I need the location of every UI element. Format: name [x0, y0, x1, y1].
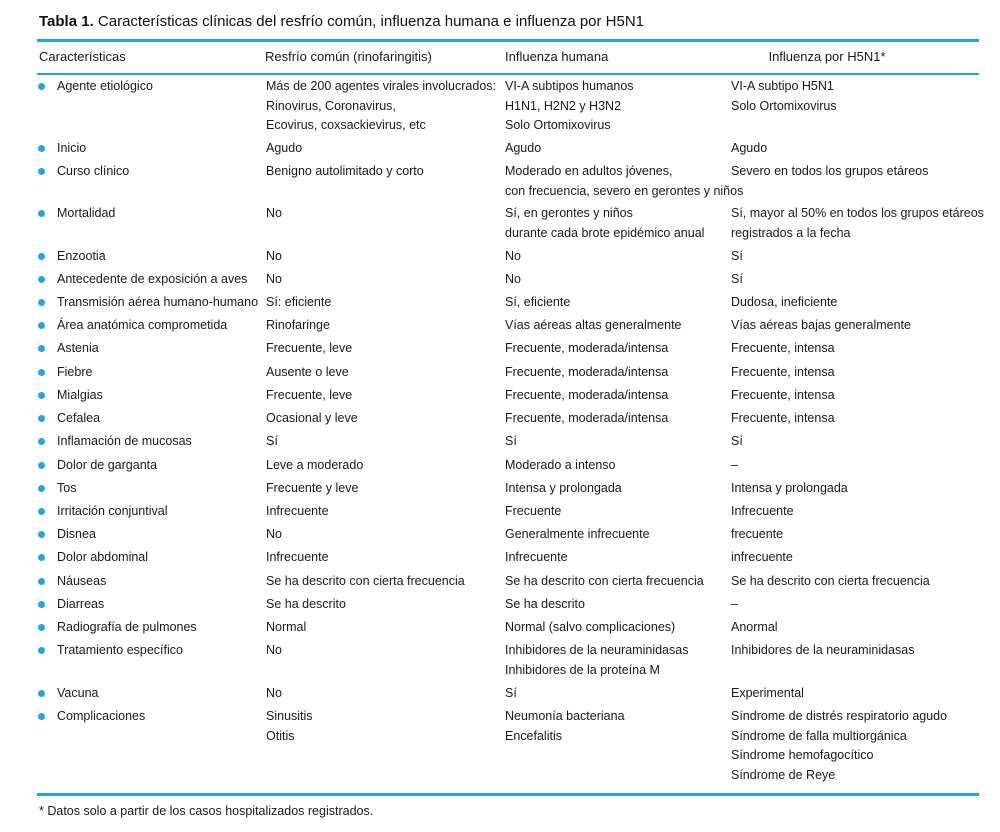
cell-resfrio-comun: No [266, 206, 282, 220]
cell-influenza-h5n1: Frecuente, intensa [731, 388, 835, 402]
bullet-icon [38, 415, 45, 422]
cell-influenza-h5n1: frecuente [731, 527, 784, 541]
cell-resfrio-comun: Se ha descrito [266, 597, 346, 611]
cell-influenza-humana: Sí [505, 434, 517, 448]
cell-influenza-humana: Neumonía bacteriana Encefalitis [505, 709, 625, 743]
cell-resfrio-comun: Agudo [266, 141, 303, 155]
cell-influenza-h5n1: Severo en todos los grupos etáreos [731, 164, 929, 178]
row-caracteristica: Tos [57, 481, 77, 495]
cell-influenza-h5n1: Sí [731, 434, 743, 448]
row-caracteristica: Diarreas [57, 597, 105, 611]
cell-influenza-humana: Se ha descrito [505, 597, 585, 611]
row-caracteristica: Cefalea [57, 411, 101, 425]
cell-resfrio-comun: No [266, 527, 282, 541]
cell-resfrio-comun: Frecuente, leve [266, 341, 353, 355]
row-caracteristica: Agente etiológico [57, 79, 153, 93]
bullet-icon [38, 485, 45, 492]
cell-influenza-humana: Moderado en adultos jóvenes, con frecuencia, severo en gerontes y niños [505, 164, 744, 198]
cell-influenza-h5n1: VI-A subtipo H5N1 Solo Ortomixovirus [731, 79, 837, 113]
row-caracteristica: Náuseas [57, 574, 107, 588]
row-caracteristica: Transmisión aérea humano-humano [57, 295, 259, 309]
bottom-rule [37, 793, 979, 796]
bullet-icon [38, 554, 45, 561]
row-caracteristica: Irritación conjuntival [57, 504, 168, 518]
cell-influenza-humana: VI-A subtipos humanos H1N1, H2N2 y H3N2 Solo Ortomixovirus [505, 79, 634, 132]
cell-influenza-humana: Moderado a intenso [505, 458, 616, 472]
header-caracteristicas: Características [39, 49, 126, 64]
cell-influenza-humana: Sí, eficiente [505, 295, 571, 309]
row-caracteristica: Enzootia [57, 249, 106, 263]
cell-resfrio-comun: Leve a moderado [266, 458, 364, 472]
cell-influenza-humana: Inhibidores de la neuraminidasas Inhibidores de la proteína M [505, 643, 689, 677]
cell-resfrio-comun: Frecuente y leve [266, 481, 359, 495]
bullet-icon [38, 690, 45, 697]
bullet-icon [38, 462, 45, 469]
cell-influenza-h5n1: Dudosa, ineficiente [731, 295, 838, 309]
cell-influenza-h5n1: Experimental [731, 686, 804, 700]
bullet-icon [38, 253, 45, 260]
cell-resfrio-comun: No [266, 643, 282, 657]
bullet-icon [38, 322, 45, 329]
header-resfrio-comun: Resfrío común (rinofaringitis) [265, 49, 432, 64]
cell-resfrio-comun: Normal [266, 620, 307, 634]
bullet-icon [38, 647, 45, 654]
row-caracteristica: Complicaciones [57, 709, 146, 723]
cell-resfrio-comun: Sinusitis Otitis [266, 709, 313, 743]
cell-influenza-humana: Infrecuente [505, 550, 568, 564]
cell-influenza-humana: No [505, 272, 521, 286]
bullet-icon [38, 276, 45, 283]
bullet-icon [38, 145, 45, 152]
row-caracteristica: Área anatómica comprometida [57, 318, 228, 332]
cell-influenza-h5n1: Sí [731, 272, 743, 286]
table-caption: Características clínicas del resfrío común, influenza humana e influenza por H5N1 [97, 13, 645, 30]
cell-resfrio-comun: Infrecuente [266, 550, 329, 564]
cell-influenza-h5n1: Sí, mayor al 50% en todos los grupos etáreos registrados a la fecha [731, 206, 984, 240]
bullet-icon [38, 601, 45, 608]
cell-influenza-humana: Sí [505, 686, 517, 700]
cell-resfrio-comun: Sí [266, 434, 278, 448]
cell-influenza-humana: No [505, 249, 521, 263]
bullet-icon [38, 531, 45, 538]
cell-influenza-humana: Sí, en gerontes y niños durante cada brote epidémico anual [505, 206, 705, 240]
cell-influenza-h5n1: Frecuente, intensa [731, 365, 835, 379]
bullet-icon [38, 578, 45, 585]
cell-influenza-humana: Agudo [505, 141, 542, 155]
cell-resfrio-comun: Sí: eficiente [266, 295, 332, 309]
bullet-icon [38, 508, 45, 515]
cell-influenza-h5n1: Se ha descrito con cierta frecuencia [731, 574, 930, 588]
cell-resfrio-comun: Rinofaringe [266, 318, 330, 332]
table-title [39, 13, 644, 30]
row-caracteristica: Dolor abdominal [57, 550, 149, 564]
cell-influenza-humana: Frecuente [505, 504, 562, 518]
cell-resfrio-comun: Se ha descrito con cierta frecuencia [266, 574, 465, 588]
cell-influenza-h5n1: Agudo [731, 141, 768, 155]
row-caracteristica: Radiografía de pulmones [57, 620, 197, 634]
cell-resfrio-comun: Más de 200 agentes virales involucrados: Rinovirus, Coronavirus, Ecovirus, coxsackievirus, etc [266, 79, 496, 132]
cell-influenza-h5n1: – [731, 597, 738, 611]
cell-influenza-h5n1: Vías aéreas bajas generalmente [731, 318, 911, 332]
cell-resfrio-comun: No [266, 249, 282, 263]
row-caracteristica: Antecedente de exposición a aves [57, 272, 248, 286]
cell-influenza-h5n1: Frecuente, intensa [731, 411, 835, 425]
row-caracteristica: Mialgias [57, 388, 103, 402]
header-influenza-h5n1: Influenza por H5N1* [768, 49, 886, 64]
cell-resfrio-comun: Frecuente, leve [266, 388, 353, 402]
row-caracteristica: Vacuna [57, 686, 99, 700]
cell-resfrio-comun: No [266, 272, 282, 286]
cell-resfrio-comun: Ausente o leve [266, 365, 349, 379]
cell-influenza-humana: Generalmente infrecuente [505, 527, 650, 541]
bullet-icon [38, 168, 45, 175]
row-caracteristica: Mortalidad [57, 206, 116, 220]
row-caracteristica: Fiebre [57, 365, 93, 379]
cell-influenza-h5n1: Inhibidores de la neuraminidasas [731, 643, 915, 657]
footnote: * Datos solo a partir de los casos hospitalizados registrados. [39, 804, 374, 818]
row-caracteristica: Tratamiento específico [57, 643, 183, 657]
cell-influenza-h5n1: Infrecuente [731, 504, 794, 518]
bullet-icon [38, 210, 45, 217]
cell-influenza-h5n1: – [731, 458, 738, 472]
cell-influenza-humana: Intensa y prolongada [505, 481, 622, 495]
cell-influenza-humana: Frecuente, moderada/intensa [505, 388, 669, 402]
cell-influenza-h5n1: Anormal [731, 620, 778, 634]
row-caracteristica: Astenia [57, 341, 99, 355]
bullet-icon [38, 438, 45, 445]
header-rule [37, 73, 979, 75]
top-rule [37, 39, 979, 42]
row-caracteristica: Dolor de garganta [57, 458, 158, 472]
cell-influenza-humana: Frecuente, moderada/intensa [505, 341, 669, 355]
bullet-icon [38, 299, 45, 306]
cell-influenza-h5n1: Intensa y prolongada [731, 481, 848, 495]
cell-resfrio-comun: Ocasional y leve [266, 411, 358, 425]
cell-resfrio-comun: Infrecuente [266, 504, 329, 518]
cell-influenza-humana: Vías aéreas altas generalmente [505, 318, 682, 332]
row-caracteristica: Inflamación de mucosas [57, 434, 192, 448]
cell-influenza-humana: Frecuente, moderada/intensa [505, 411, 669, 425]
bullet-icon [38, 83, 45, 90]
table-number: Tabla 1. [39, 13, 94, 30]
bullet-icon [38, 624, 45, 631]
header-influenza-humana: Influenza humana [505, 49, 609, 64]
cell-influenza-humana: Normal (salvo complicaciones) [505, 620, 676, 634]
cell-resfrio-comun: Benigno autolimitado y corto [266, 164, 424, 178]
cell-influenza-h5n1: infrecuente [731, 550, 793, 564]
cell-resfrio-comun: No [266, 686, 282, 700]
cell-influenza-humana: Frecuente, moderada/intensa [505, 365, 669, 379]
bullet-icon [38, 713, 45, 720]
cell-influenza-h5n1: Sí [731, 249, 743, 263]
cell-influenza-h5n1: Síndrome de distrés respiratorio agudo Síndrome de falla multiorgánica Síndrome hemofagocítico Síndrome de Reye [731, 709, 948, 782]
cell-influenza-humana: Se ha descrito con cierta frecuencia [505, 574, 704, 588]
bullet-icon [38, 369, 45, 376]
bullet-icon [38, 345, 45, 352]
row-caracteristica: Inicio [57, 141, 87, 155]
bullet-icon [38, 392, 45, 399]
row-caracteristica: Disnea [57, 527, 96, 541]
row-caracteristica: Curso clínico [57, 164, 130, 178]
cell-influenza-h5n1: Frecuente, intensa [731, 341, 835, 355]
